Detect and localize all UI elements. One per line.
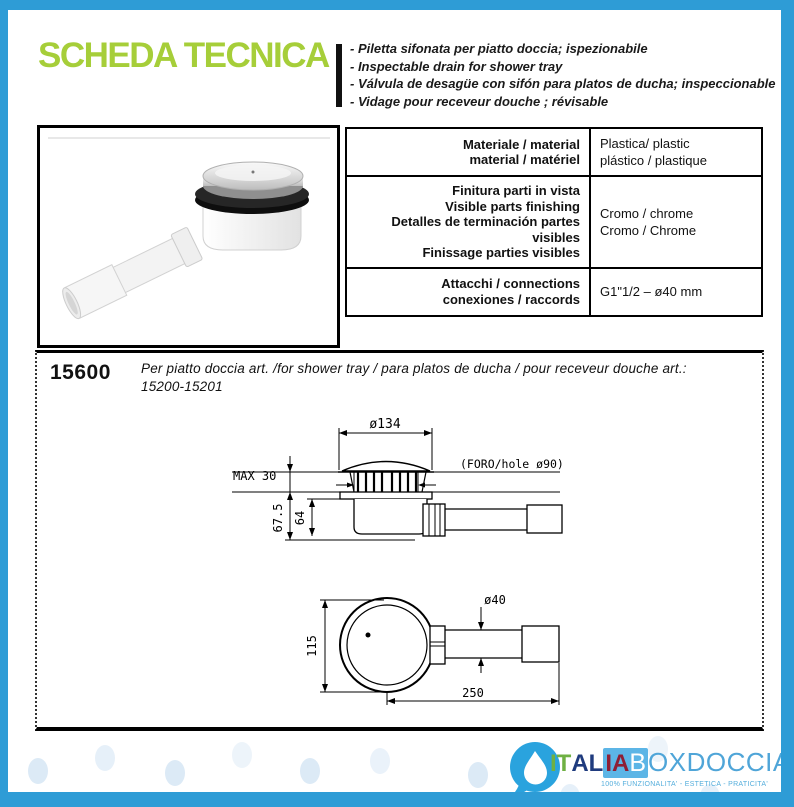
spec-label-connections (347, 269, 591, 315)
footer-dot (95, 745, 115, 771)
spec-value-finishing (591, 177, 761, 267)
header-bullet: - Vidage pour receveur douche ; révisable (350, 93, 609, 109)
table-row (347, 269, 761, 315)
side-view-drawing (230, 408, 577, 568)
footer-dot (28, 758, 48, 784)
spec-label-line: Detalles de terminación partes (391, 214, 580, 229)
dim-label-64: 64 (293, 510, 307, 526)
spec-label-line: Finitura parti in vista (452, 183, 580, 198)
spec-label-material (347, 129, 591, 175)
logo-segment-b: B (629, 749, 647, 777)
brand-logo (550, 747, 791, 778)
detail-section (35, 350, 764, 731)
dim-label-max30: MAX 30 (233, 469, 277, 483)
product-code: 15600 (50, 361, 111, 384)
spec-value-line: plástico / plastique (600, 153, 707, 168)
spec-value-line: G1"1/2 – ø40 mm (600, 284, 703, 299)
dim-label-dia40: ø40 (484, 593, 506, 607)
logo-segment-ia: IA (605, 750, 630, 777)
header-bullet: - Válvula de desagüe con sifón para platos de ducha; inspeccionable (350, 76, 776, 91)
footer-blue-bar (0, 792, 794, 807)
plan-view-drawing (290, 591, 572, 708)
spec-label-line: Finissage parties visibles (422, 245, 580, 260)
product-description-codes: 15200-15201 (141, 379, 223, 394)
spec-value-material (591, 129, 761, 175)
header-divider (336, 44, 342, 107)
dim-label-hole90: (FORO/hole ø90) (460, 457, 564, 471)
spec-label-line: Visible parts finishing (445, 198, 580, 214)
dim-label-115: 115 (305, 635, 319, 657)
page-title: SCHEDA TECNICA (38, 36, 329, 75)
footer-dot (300, 758, 320, 784)
spec-value-line: Cromo / chrome (600, 205, 694, 221)
dim-label-250: 250 (462, 686, 484, 700)
product-description (141, 360, 756, 396)
dim-label-67-5: 67.5 (271, 503, 285, 533)
footer-dot (468, 762, 488, 788)
spec-label-line: material / matériel (469, 152, 580, 167)
footer-dot (232, 742, 252, 768)
product-photo-illustration (40, 128, 337, 345)
table-row (347, 177, 761, 269)
spec-value-line: Cromo / Chrome (600, 222, 697, 238)
spec-value-line: Plastica/ plastic (600, 136, 690, 151)
spec-label-line: conexiones / raccords (442, 291, 580, 307)
spec-table (345, 127, 763, 317)
logo-segment-oxdoccia: OXDOCCIA (648, 747, 791, 777)
logo-segment-it: IT (550, 750, 572, 777)
header-bullets (350, 40, 776, 110)
spec-label-line: Materiale / material (462, 136, 580, 152)
header-bullet: - Piletta sifonata per piatto doccia; ispezionabile (350, 41, 648, 56)
spec-value-connections (591, 269, 761, 315)
brand-tagline: 100% FUNZIONALITA' - ESTETICA - PRATICITA' (601, 781, 768, 788)
logo-segment-al: AL (571, 750, 604, 777)
spec-label-line: visibles (532, 229, 580, 245)
product-description-line: Per piatto doccia art. /for shower tray / para platos de ducha / pour receveur douche art.: (141, 361, 687, 376)
footer-dot (165, 760, 185, 786)
spec-label-finishing (347, 177, 591, 267)
header-bullet: - Inspectable drain for shower tray (350, 58, 563, 74)
logo-highlight-box (603, 748, 648, 778)
product-photo-box (37, 125, 340, 348)
table-row (347, 129, 761, 177)
dim-label-dia134: ø134 (369, 417, 401, 432)
footer-dot (370, 748, 390, 774)
spec-label-line: Attacchi / connections (441, 276, 580, 291)
